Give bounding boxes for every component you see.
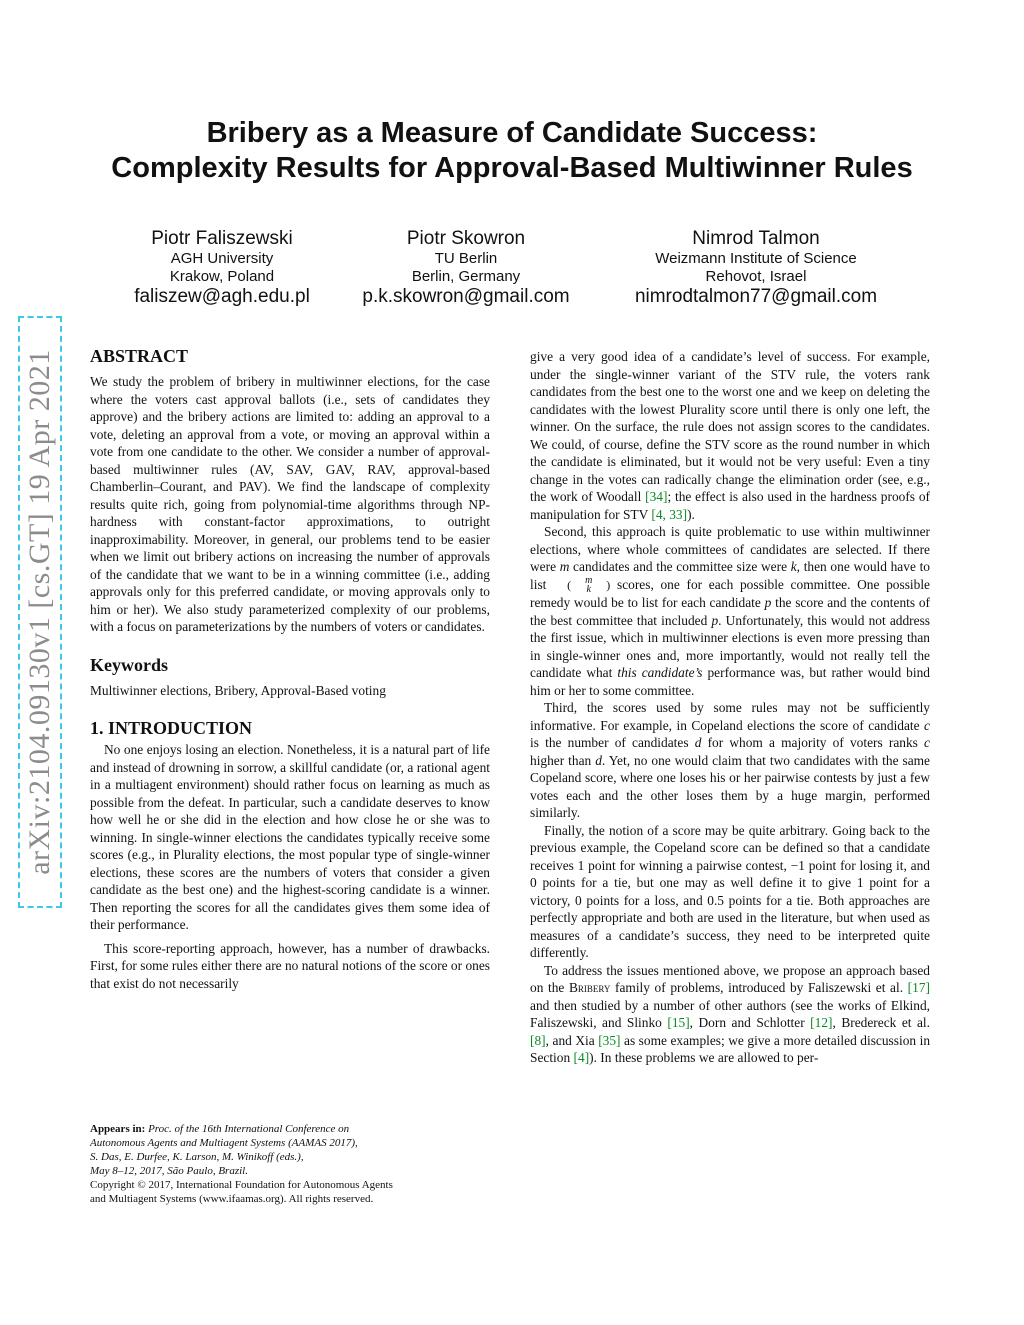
arxiv-id: arXiv:2104.09130v1 [cs.GT] 19 Apr 2021 <box>23 349 57 875</box>
keywords-text: Multiwinner elections, Bribery, Approval-Based voting <box>90 682 386 698</box>
copyright-line-1: Copyright © 2017, International Foundation for Autonomous Agents <box>90 1179 393 1191</box>
author-location: Krakow, Poland <box>169 268 275 285</box>
citation-link[interactable]: [ 34 ] <box>645 489 667 504</box>
author-affiliation: TU Berlin <box>434 250 498 267</box>
intro-paragraph-1: No one enjoys losing an election. Nonetheless, it is a natural part of life and instead of drowning in sorrow, a skillful candidate (or, a rational agent in a multiagent environment) should rather focus on learning as much as possible from the defeat. In particular, such a candidate deserves to know how well he or she did in the election and how close he or she was to winning. In single-winner elections the candidates typically receive some scores (e.g., in Plurality elections, the most popular type of single-winner elections, these scores are the numbers of voters that consider a given candidate as the best one) and the highest-scoring candidate is a winner. Then reporting the scores for all the candidates gives them some idea of their performance. <box>90 742 490 932</box>
citation-link[interactable]: [ 8 ] <box>530 1033 546 1048</box>
appears-line-1: Proc. of the 16th International Conference on <box>148 1123 350 1135</box>
author-block-2 <box>346 228 586 308</box>
appears-line-3: S. Das, E. Durfee, K. Larson, M. Winikoff (eds.), <box>90 1151 304 1163</box>
introduction-heading: 1. INTRODUCTION <box>90 718 253 738</box>
citation-link[interactable]: [ 17 ] <box>908 980 930 995</box>
intro-paragraph-2: This score-reporting approach, however, has a number of drawbacks. First, for some rules either there are no natural notions of the score or ones that exist do not necessarily <box>90 940 490 991</box>
title-line-2: Complexity Results for Approval-Based Multiwinner Rules <box>111 152 913 184</box>
author-email[interactable]: p.k.skowron@gmail.com <box>362 286 570 307</box>
citation-link[interactable]: [ 4, 33 ] <box>651 507 687 522</box>
citation-link[interactable]: [ 35 ] <box>598 1033 620 1048</box>
right-column <box>530 348 930 1067</box>
appears-label: Appears in: <box>90 1123 146 1135</box>
right-paragraph-3: Third, the scores used by some rules may not be sufficiently informative. For example, in Copeland elections the score of candidate c is the number of candidates d for whom a majority of voters ranks c higher than d. Yet, no one would claim that two candidates with the same Copeland score, where one loses his or her pairwise contests by just a few votes each and the other loses them by a huge margin, performed similarly. <box>530 700 930 821</box>
keywords-heading: Keywords <box>90 654 168 675</box>
citation-link[interactable]: [ 12 ] <box>810 1015 832 1030</box>
author-email[interactable]: nimrodtalmon77@gmail.com <box>634 286 878 307</box>
copyright-line-2: and Multiagent Systems (www.ifaamas.org). All rights reserved. <box>90 1193 374 1205</box>
author-affiliation: AGH University <box>170 250 274 267</box>
appears-line-4: May 8–12, 2017, São Paulo, Brazil. <box>90 1165 248 1177</box>
section-link[interactable]: [ 4 ] <box>574 1050 590 1065</box>
author-block-3 <box>616 228 896 308</box>
right-paragraph-2: Second, this approach is quite problematic to use within multiwinner elections, where whole committees of candidates are selected. If there were m candidates and the committee size were k, then one would have to list ( m k ) scores, one for each possible committee. One possible remedy would be to list for each candidate p the score and the contents of the best committee that included p. Unfortunately, this would not address the first issue, which in multiwinner elections is even more pressing than in single-winner ones and, more importantly, would not really tell the candidate what this candidate’s performance was, but rather would bind him or her to some committee. <box>530 524 931 698</box>
bribery-smallcaps: Bribery <box>568 980 611 996</box>
arxiv-stamp <box>18 316 62 908</box>
right-paragraph-1: give a very good idea of a candidate’s level of success. For example, under the single-winner variant of the STV rule, the voters rank candidates from the best one to the worst one and we keep on deleting the candidates with the lowest Plurality score until there is only one left, the winner. On the surface, the rule does not assign scores to the candidates. We could, of course, define the STV score as the round number in which the candidate is eliminated, but it would not be very useful: Even a tiny change in the votes can radically change the elimination order (see, e.g., the work of Woodall [ 34 ] ; the effect is also used in the hardness proofs of manipulation for STV [ 4, 33 ] ). <box>530 348 930 523</box>
abstract-text: We study the problem of bribery in multiwinner elections, for the case where the voters cast approval ballots (i.e., sets of candidates they approve) and the bribery actions are limited to: adding an approval to a vote, deleting an approval from a vote, or moving an approval within a vote from one candidate to the other. We consider a number of approval-based multiwinner rules (AV, SAV, GAV, RAV, approval-based Chamberlin–Courant, and PAV). We find the landscape of complexity results quite rich, going from polynomial-time algorithms through NP-hardness with constant-factor approximations, to outright inapproximability. Moreover, in general, our problems tend to be easier when we limit out bribery actions on increasing the number of approvals of the candidate that we want to be in a winning committee (i.e., adding approvals only for this preferred candidate, or moving approvals only to him or her). We also study parameterized complexity of our problems, with a focus on parameterizations by the numbers of voters or candidates. <box>90 374 490 634</box>
author-location: Rehovot, Israel <box>705 268 807 285</box>
appears-line-2: Autonomous Agents and Multiagent Systems (AAMAS 2017), <box>90 1137 358 1149</box>
author-location: Berlin, Germany <box>411 268 521 285</box>
binomial-coefficient: ( m k ) <box>567 575 611 596</box>
author-name: Piotr Faliszewski <box>151 228 293 249</box>
left-column <box>90 345 490 992</box>
author-name: Nimrod Talmon <box>692 228 820 249</box>
right-paragraph-4: Finally, the notion of a score may be quite arbitrary. Going back to the previous example, the Copeland score can be defined so that a candidate receives 1 point for winning a pairwise contest, −1 point for losing it, and 0 points for a tie, but one may as well define it to give 1 point for a victory, 0 points for a loss, and 0.5 points for a tie. Both approaches are perfectly appropriate and both are used in the literature, but when used as measures of a candidate’s success, they need to be interpreted quite differently. <box>530 822 930 961</box>
citation-link[interactable]: [ 15 ] <box>667 1015 689 1030</box>
author-block-1 <box>112 228 332 308</box>
paper-title <box>0 116 1024 186</box>
right-paragraph-5: To address the issues mentioned above, we propose an approach based on the Bribery family of problems, introduced by Faliszewski et al. [ 17 ] and then studied by a number of other authors (see the works of Elkind, Faliszewski, and Slinko [ 15 ] , Dorn and Schlotter [ 12 ] , Bredereck et al. [ 8 ] , and Xia [ 35 ] as some examples; we give a more detailed discussion in Section [ 4 ] ). In these problems we are allowed to per- <box>530 962 930 1067</box>
author-affiliation: Weizmann Institute of Science <box>655 250 857 267</box>
abstract-heading: ABSTRACT <box>90 346 189 366</box>
title-line-1: Bribery as a Measure of Candidate Success: <box>206 117 818 149</box>
author-name: Piotr Skowron <box>406 228 526 249</box>
author-email[interactable]: faliszew@agh.edu.pl <box>134 286 310 307</box>
conference-footnote <box>90 1122 490 1206</box>
